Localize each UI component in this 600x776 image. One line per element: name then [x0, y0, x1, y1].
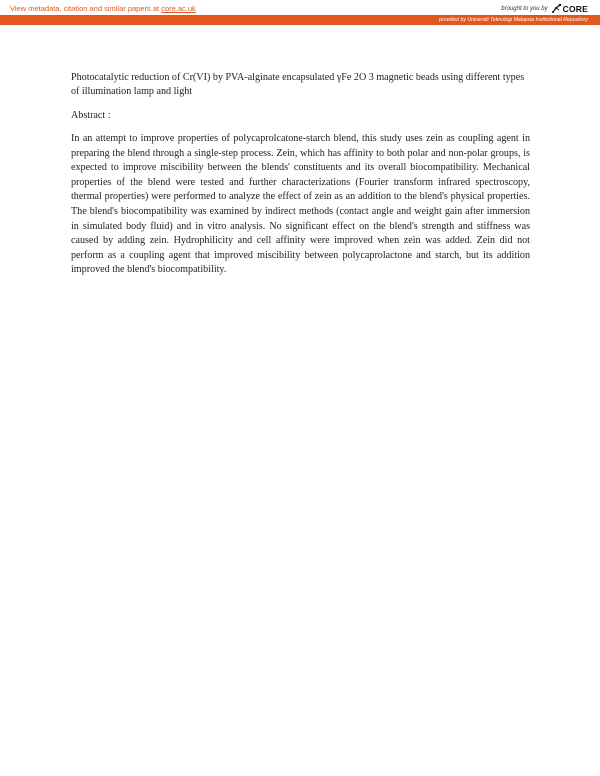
core-header	[0, 0, 600, 15]
core-link-prefix: View metadata, citation and similar papers at	[10, 4, 162, 13]
brought-by-text: brought to you by	[501, 5, 548, 12]
core-logo-icon	[551, 3, 562, 14]
paper-title: Photocatalytic reduction of Cr(VI) by PVA-alginate encapsulated γFe 2O 3 magnetic beads using different types of illumination lamp and light	[71, 72, 525, 97]
core-logo[interactable]	[551, 3, 588, 14]
core-logo-text: CORE	[562, 3, 588, 14]
brought-to-you-by	[501, 3, 588, 14]
core-metadata-link[interactable]	[10, 4, 196, 13]
core-provided-bar	[0, 15, 600, 25]
provided-by-text: provided by Universiti Teknologi Malaysia Institutional Repository	[439, 16, 588, 23]
abstract-label: Abstract :	[71, 110, 111, 121]
core-link-site: core.ac.uk	[161, 4, 196, 13]
abstract-text: In an attempt to improve properties of polycaprolcatone-starch blend, this study uses zein as coupling agent in preparing the blend through a single-step process. Zein, which has affinity to both polar and non-polar groups, is expected to improve miscibility between the blends' constituents and its overall biocompatibility. Mechanical properties of the blend were tested and further characterizations (Fourier transform infrared spectroscopy, thermal properties) were performed to analyze the effect of zein as an addition to the blend's physical properties. The blend's biocompatibility was examined by indirect methods (contact angle and weight gain after immersion in simulated body fluid) and in vitro analysis. No significant effect on the blend's strength and stiffness was caused by adding zein. Hydrophilicity and cell affinity were improved when zein was added. Zein did not perform as a coupling agent that improved miscibility between polycaprolactone and starch, but its addition improved the blend's biocompatibility.	[71, 133, 530, 276]
